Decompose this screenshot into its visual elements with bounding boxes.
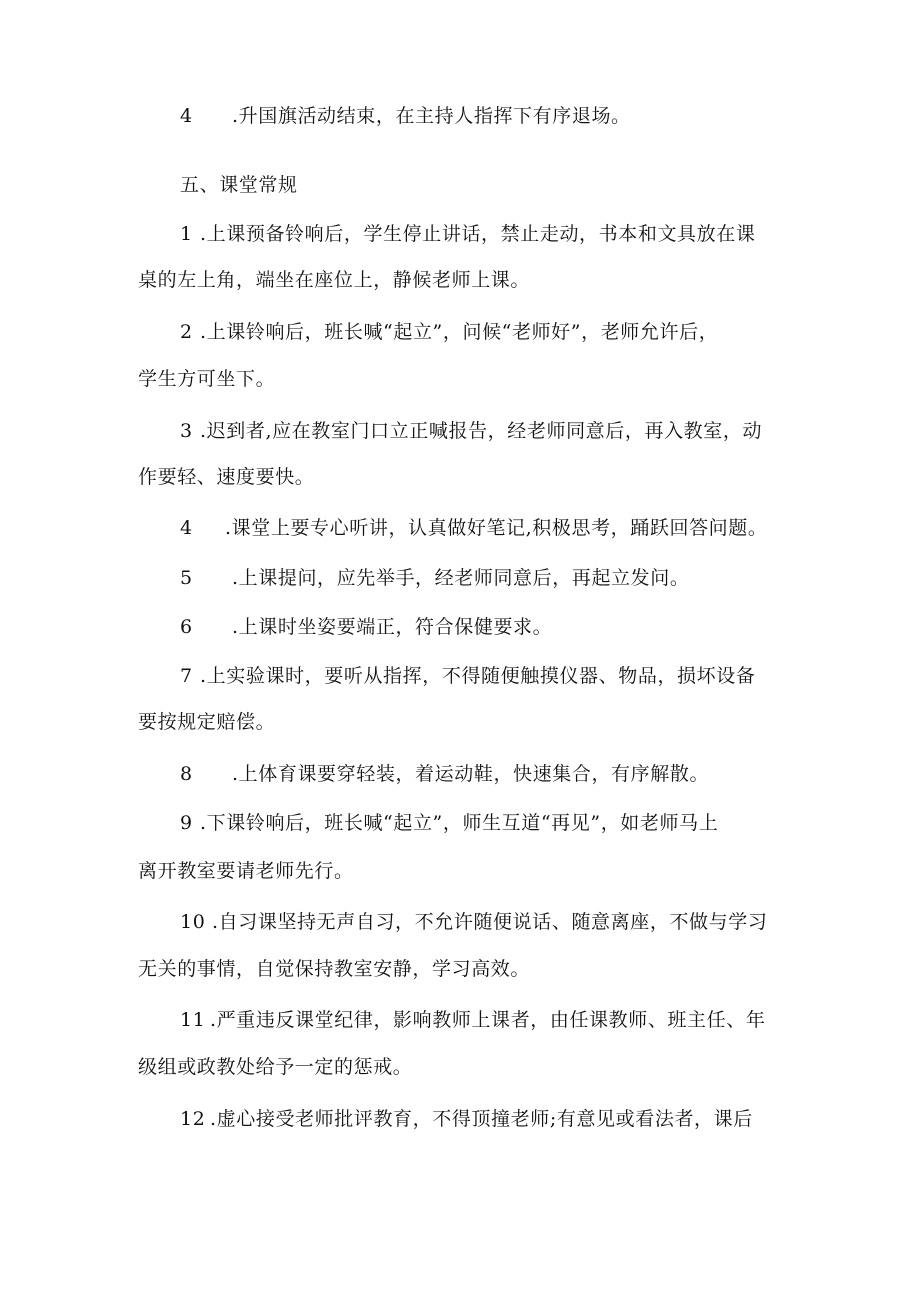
item-number: 12: [180, 1108, 206, 1130]
item-number: 8: [180, 763, 193, 785]
item-number: 7: [180, 665, 193, 687]
item-number: 4: [180, 517, 193, 539]
item-text-continuation: 作要轻、速度要快。: [138, 466, 315, 488]
item-text: .虚心接受老师批评教育，不得顶撞老师;有意见或看法者，课后: [210, 1108, 753, 1130]
item-text: .上课提问，应先举手，经老师同意后，再起立发问。: [232, 567, 690, 589]
item-text: .迟到者,应在教室门口立正喊报告，经老师同意后，再入教室，动: [200, 420, 763, 442]
item-text: .下课铃响后，班长喊“起立”，师生互道“再见”，如老师马上: [200, 812, 719, 834]
item-text-continuation: 桌的左上角，端坐在座位上，静候老师上课。: [138, 269, 531, 291]
item-number: 4: [180, 105, 193, 127]
item-number: 2: [180, 321, 193, 343]
section-heading-text: 五、课堂常规: [180, 174, 298, 196]
item-text: .上体育课要穿轻装，着运动鞋，快速集合，有序解散。: [232, 763, 710, 785]
item-text: .严重违反课堂纪律，影响教师上课者，由任课教师、班主任、年: [210, 1009, 766, 1031]
item-number: 10: [180, 911, 206, 933]
item-text: .自习课坚持无声自习，不允许随便说话、随意离座，不做与学习: [212, 911, 768, 933]
item-text: .升国旗活动结束，在主持人指挥下有序退场。: [232, 105, 631, 127]
item-text: .上实验课时，要听从指挥，不得随便触摸仪器、物品，损坏设备: [200, 665, 756, 687]
item-text-continuation: 要按规定赔偿。: [138, 711, 276, 733]
item-text-continuation: 级组或政教处给予一定的惩戒。: [138, 1056, 413, 1078]
item-number: 3: [180, 420, 193, 442]
item-number: 1: [180, 223, 193, 245]
item-number: 11: [180, 1009, 206, 1031]
item-text: .上课铃响后，班长喊“起立”，问候“老师好”，老师允许后，: [200, 321, 719, 343]
item-number: 6: [180, 616, 193, 638]
item-text: .课堂上要专心听讲，认真做好笔记,积极思考，踊跃回答问题。: [225, 517, 768, 539]
item-text-continuation: 学生方可坐下。: [138, 368, 276, 390]
item-number: 9: [180, 812, 193, 834]
item-text: .上课时坐姿要端正，符合保健要求。: [232, 616, 553, 638]
item-number: 5: [180, 567, 193, 589]
item-text: .上课预备铃响后，学生停止讲话，禁止走动，书本和文具放在课: [200, 223, 756, 245]
item-text-continuation: 离开教室要请老师先行。: [138, 860, 354, 882]
item-text-continuation: 无关的事情，自觉保持教室安静，学习高效。: [138, 958, 531, 980]
